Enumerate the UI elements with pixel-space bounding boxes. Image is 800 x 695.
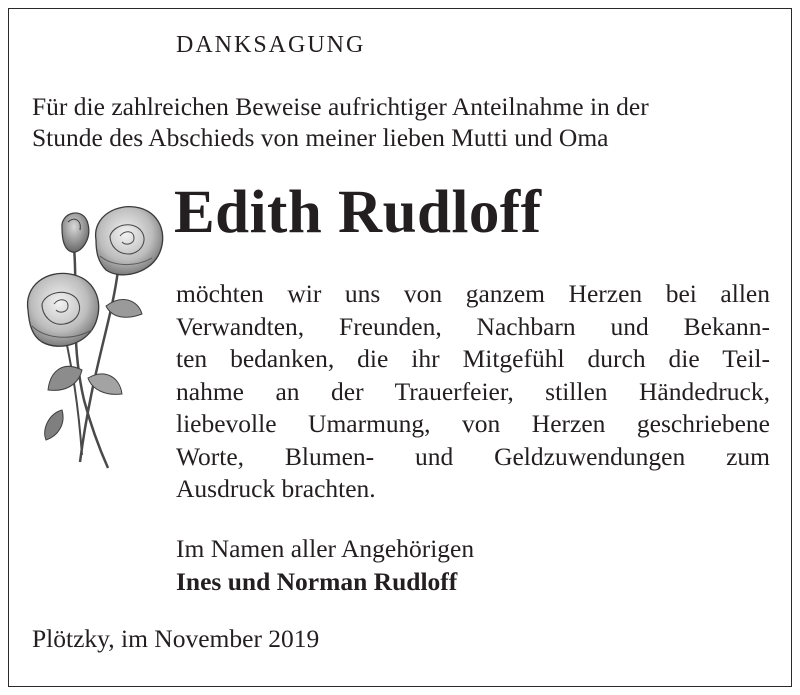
intro-text bbox=[32, 91, 772, 153]
roses-icon bbox=[22, 200, 170, 470]
thanks-line: Worte, Blumen- und Geldzuwendungen zum bbox=[176, 441, 770, 471]
thanks-line: Verwandten, Freunden, Nachbarn und Bekann- bbox=[176, 311, 770, 341]
deceased-name: Edith Rudloff bbox=[174, 179, 542, 246]
intro-line: Stunde des Abschieds von meiner lieben Mutti und Oma bbox=[32, 123, 609, 152]
thanks-line: ten bedanken, die ihr Mitgefühl durch die Teil- bbox=[176, 344, 770, 373]
thanks-line: Ausdruck brachten. bbox=[176, 474, 376, 503]
signers: Ines und Norman Rudloff bbox=[176, 567, 458, 596]
intro-line: Für die zahlreichen Beweise aufrichtiger Anteilnahme in der bbox=[32, 92, 649, 121]
place-date: Plötzky, im November 2019 bbox=[32, 624, 320, 653]
thanks-text bbox=[176, 278, 770, 506]
thanks-line: möchten wir uns von ganzem Herzen bei allen bbox=[176, 279, 770, 308]
notice-heading: DANKSAGUNG bbox=[176, 32, 366, 58]
thanks-line: nahme an der Trauerfeier, stillen Händedruck, bbox=[176, 376, 770, 406]
closing-line: Im Namen aller Angehörigen bbox=[176, 534, 475, 563]
thanks-line: liebevolle Umarmung, von Herzen geschriebene bbox=[176, 409, 770, 438]
